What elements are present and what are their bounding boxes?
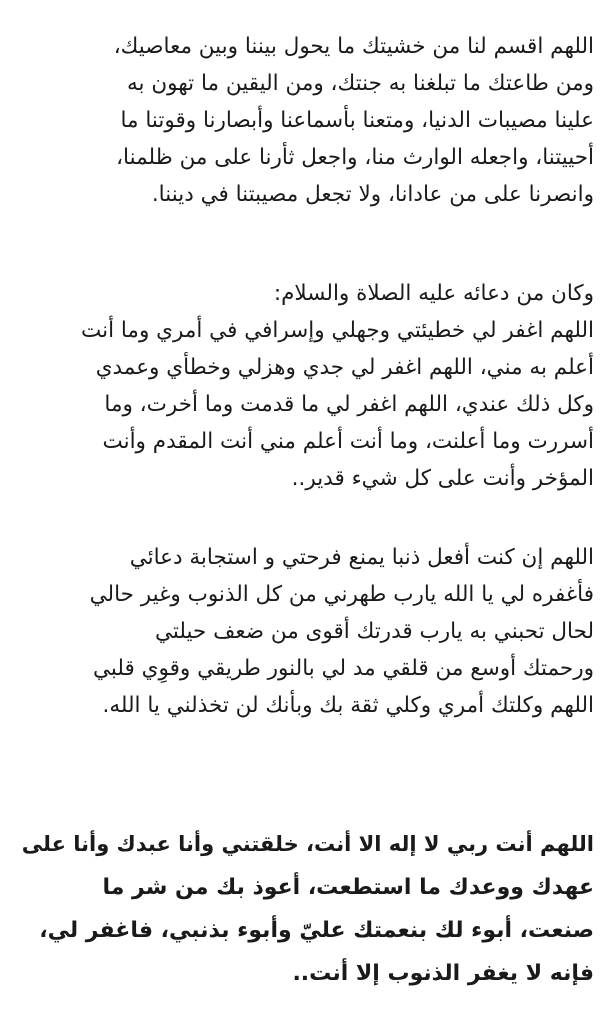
text-line: اللهم اغفر لي خطيئتي وجهلي وإسرافي في أمري وما أنت xyxy=(80,318,594,343)
text-line: أسررت وما أعلنت، وما أنت أعلم مني أنت المقدم وأنت xyxy=(102,429,594,454)
text-line: اللهم وكلتك أمري وكلي ثقة بك وبأنك لن تخذلني يا الله. xyxy=(102,693,594,718)
text-line: أحييتنا، واجعله الوارث منا، واجعل ثأرنا على من ظلمنا، xyxy=(116,145,594,170)
dua-paragraph-2 xyxy=(22,275,594,497)
text-line: اللهم أنت ربي لا إله الا أنت، خلقتني وأنا عبدك وأنا على xyxy=(21,832,594,856)
text-line: لحال تحبني به يارب قدرتك أقوى من ضعف حيلتي xyxy=(154,619,594,644)
text-line: فأغفره لي يا الله يارب طهرني من كل الذنوب وغير حالي xyxy=(89,582,594,607)
text-line: عهدك ووعدك ما استطعت، أعوذ بك من شر ما xyxy=(102,875,594,900)
text-line: اللهم إن كنت أفعل ذنبا يمنع فرحتي و استجابة دعائي xyxy=(129,545,594,570)
text-line: ومن طاعتك ما تبلغنا به جنتك، ومن اليقين ما تهون به xyxy=(127,71,594,96)
text-line: ورحمتك أوسع من قلقي مد لي بالنور طريقي وقوِي قلبي xyxy=(93,656,594,681)
text-line: أعلم به مني، اللهم اغفر لي جدي وهزلي وخطأي وعمدي xyxy=(95,355,594,380)
text-line: وانصرنا على من عادانا، ولا تجعل مصيبتنا في ديننا. xyxy=(151,182,594,207)
text-line: وكان من دعائه عليه الصلاة والسلام: xyxy=(273,281,594,306)
dua-paragraph-3 xyxy=(22,539,594,724)
text-line: المؤخر وأنت على كل شيء قدير.. xyxy=(291,466,594,491)
text-line: اللهم اقسم لنا من خشيتك ما يحول بيننا وبين معاصيك، xyxy=(113,34,594,59)
text-line: وكل ذلك عندي، اللهم اغفر لي ما قدمت وما أخرت، وما xyxy=(104,392,594,417)
text-line: علينا مصيبات الدنيا، ومتعنا بأسماعنا وأبصارنا وقوتنا ما xyxy=(120,108,594,133)
text-line: صنعت، أبوء لك بنعمتك عليّ وأبوء بذنبي، فاغفر لي، xyxy=(39,918,594,943)
dua-paragraph-4 xyxy=(22,823,594,995)
text-line: فإنه لا يغفر الذنوب إلا أنت.. xyxy=(292,961,594,986)
dua-paragraph-1 xyxy=(22,28,594,213)
